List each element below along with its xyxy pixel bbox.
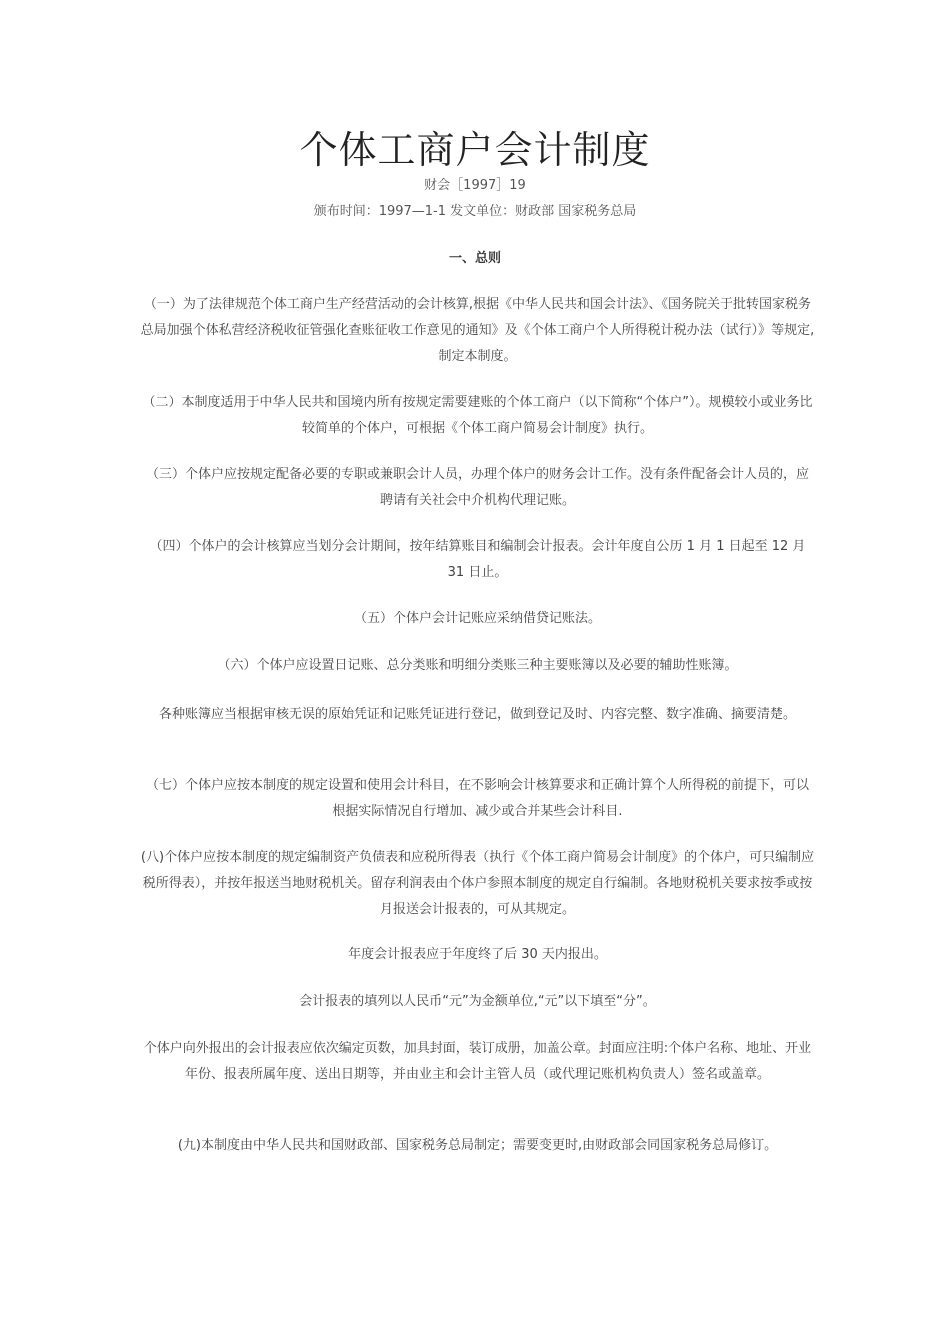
paragraph-3: （三）个体户应按规定配备必要的专职或兼职会计人员，办理个体户的财务会计工作。没有条件配备会计人员的，应聘请有关社会中介机构代理记账。 (145, 467, 809, 508)
paragraph-6: （六）个体户应设置日记账、总分类账和明细分类账三种主要账簿以及必要的辅助性账簿。 (217, 658, 738, 673)
paragraph-5: （五）个体户会计记账应采纳借贷记账法。 (353, 611, 601, 626)
section-heading: 一、总则 (448, 251, 501, 266)
paragraph-1: （一）为了法律规范个体工商户生产经营活动的会计核算,根据《中华人民共和国会计法》、《国务院关于批转国家税务总局加强个体私营经济税收征管强化查账征收工作意见的通知》及《个体工商户个人所得税计税办法（试行）》等规定,制定本制度。 (140, 297, 815, 364)
document-number: 财会［1997］19 (424, 178, 526, 193)
paragraph-4: （四）个体户的会计核算应当划分会计期间，按年结算账目和编制会计报表。会计年度自公历 1 月 1 日起至 12 月 31 日止。 (149, 539, 806, 580)
document-title: 个体工商户会计制度 (299, 128, 651, 172)
paragraph-9: (八)个体户应按本制度的规定编制资产负债表和应税所得表（执行《个体工商户简易会计制度》的个体户，可只编制应税所得表），并按年报送当地财税机关。留存利润表由个体户参照本制度的规定自行编制。各地财税机关要求按季或按月报送会计报表的，可从其规定。 (140, 850, 815, 917)
paragraph-13: (九)本制度由中华人民共和国财政部、国家税务总局制定；需要变更时,由财政部会同国家税务总局修订。 (177, 1138, 778, 1153)
paragraph-11: 会计报表的填列以人民币“元”为金额单位,“元”以下填至“分”。 (299, 994, 656, 1009)
paragraph-7: 各种账簿应当根据审核无误的原始凭证和记账凭证进行登记，做到登记及时、内容完整、数字准确、摘要清楚。 (158, 707, 796, 722)
paragraph-10: 年度会计报表应于年度终了后 30 天内报出。 (348, 947, 607, 962)
publish-info: 颁布时间：1997—1-1 发文单位：财政部 国家税务总局 (313, 204, 637, 219)
paragraph-8: （七）个体户应按本制度的规定设置和使用会计科目，在不影响会计核算要求和正确计算个人所得税的前提下，可以根据实际情况自行增加、减少或合并某些会计科目. (145, 778, 809, 819)
paragraph-12: 个体户向外报出的会计报表应依次编定页数，加具封面，装订成册，加盖公章。封面应注明:个体户名称、地址、开业年份、报表所属年度、送出日期等，并由业主和会计主管人员（或代理记账机构负责人）签名或盖章。 (143, 1041, 812, 1082)
paragraph-2: （二）本制度适用于中华人民共和国境内所有按规定需要建账的个体工商户（以下简称“个体户”）。规模较小或业务比较简单的个体户，可根据《个体工商户简易会计制度》执行。 (142, 395, 813, 436)
